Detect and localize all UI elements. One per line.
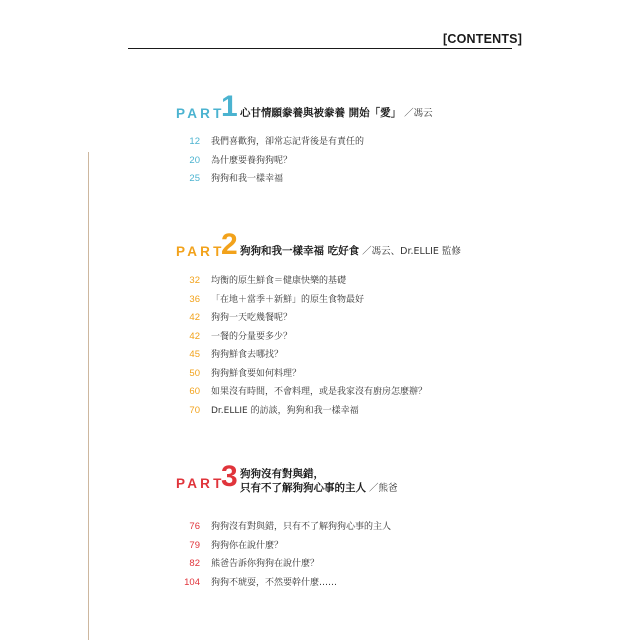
part-1-number: 1 <box>221 90 238 123</box>
toc-entry[interactable] <box>176 331 596 350</box>
toc-entry[interactable] <box>176 294 596 313</box>
part-2-title-text: 狗狗和我一樣幸福 吃好食 <box>240 245 360 257</box>
margin-line <box>88 152 89 640</box>
entry-title: 狗狗鮮食要如何料理？ <box>211 368 302 379</box>
entry-title: Dr.ELLIE 的訪談，狗狗和我一樣幸福 <box>211 405 359 416</box>
entry-title: 狗狗一天吃幾餐呢？ <box>211 313 293 323</box>
toc-entry[interactable] <box>176 312 596 331</box>
part-1-title <box>240 106 433 121</box>
page-number: 42 <box>189 312 200 323</box>
page-number: 25 <box>189 173 200 184</box>
page-number: 45 <box>189 349 200 360</box>
page-number: 104 <box>184 576 200 588</box>
part-2-title <box>240 244 461 259</box>
toc-entry[interactable] <box>176 521 596 540</box>
page-number: 42 <box>189 330 200 342</box>
toc-entry[interactable] <box>176 405 596 424</box>
part-2-author: ／馮云、Dr.ELLIE 監修 <box>362 246 461 257</box>
page-number: 79 <box>189 539 200 551</box>
toc-entry[interactable] <box>176 558 596 577</box>
part-1-title-text: 心甘情願豢養與被豢養 開始「愛」 <box>240 107 402 119</box>
part-3-title-line2: 只有不了解狗狗心事的主人 <box>240 482 366 494</box>
part-3-author: ／熊爸 <box>369 483 398 494</box>
page-number: 50 <box>189 367 200 379</box>
entry-title: 狗狗沒有對與錯，只有不了解狗狗心事的主人 <box>211 522 392 532</box>
toc-entry[interactable] <box>176 386 596 405</box>
page-number: 82 <box>189 558 200 569</box>
part-3-entries <box>176 521 596 595</box>
header-rule <box>128 48 512 49</box>
page-number: 36 <box>189 293 200 305</box>
contents-header: [CONTENTS] <box>443 32 523 46</box>
entry-title: 一餐的分量要多少？ <box>211 331 293 342</box>
page-number: 60 <box>189 386 200 397</box>
entry-title: 「在地＋當季＋新鮮」的原生食物最好 <box>211 294 365 305</box>
page-number: 20 <box>189 154 200 166</box>
part-3-title-line1: 狗狗沒有對與錯， <box>240 468 324 480</box>
part-1-author: ／馮云 <box>404 108 433 119</box>
part-2-number: 2 <box>221 228 238 261</box>
page-number: 70 <box>189 404 200 416</box>
entry-title: 我們喜歡狗，卻常忘記背後是有責任的 <box>211 137 365 147</box>
part-2-entries <box>176 275 596 423</box>
part-3-number: 3 <box>221 460 238 493</box>
page-number: 12 <box>189 136 200 147</box>
toc-entry[interactable] <box>176 275 596 294</box>
toc-entry[interactable] <box>176 577 596 596</box>
toc-entry[interactable] <box>176 349 596 368</box>
toc-entry[interactable] <box>176 155 596 174</box>
entry-title: 熊爸告訴你狗狗在說什麼？ <box>211 559 320 569</box>
toc-entry[interactable] <box>176 136 596 155</box>
page-number: 76 <box>189 521 200 532</box>
entry-title: 狗狗你在說什麼？ <box>211 540 284 551</box>
part-3-label: PART <box>176 476 225 491</box>
part-1-entries <box>176 136 596 192</box>
entry-title: 如果沒有時間，不會料理，或是我家沒有廚房怎麼辦？ <box>211 387 428 397</box>
toc-entry[interactable] <box>176 173 596 192</box>
page-number: 32 <box>189 275 200 286</box>
part-1-label: PART <box>176 106 225 121</box>
toc-entry[interactable] <box>176 540 596 559</box>
entry-title: 為什麼要養狗狗呢？ <box>211 155 293 166</box>
part-2-label: PART <box>176 244 225 259</box>
entry-title: 狗狗和我一樣幸福 <box>211 174 284 184</box>
entry-title: 狗狗鮮食去哪找？ <box>211 350 284 360</box>
toc-entry[interactable] <box>176 368 596 387</box>
part-3-title <box>240 467 398 496</box>
entry-title: 狗狗不琥耍，不然要幹什麼…… <box>211 577 338 588</box>
entry-title: 均衡的原生鮮食＝健康快樂的基礎 <box>211 276 347 286</box>
